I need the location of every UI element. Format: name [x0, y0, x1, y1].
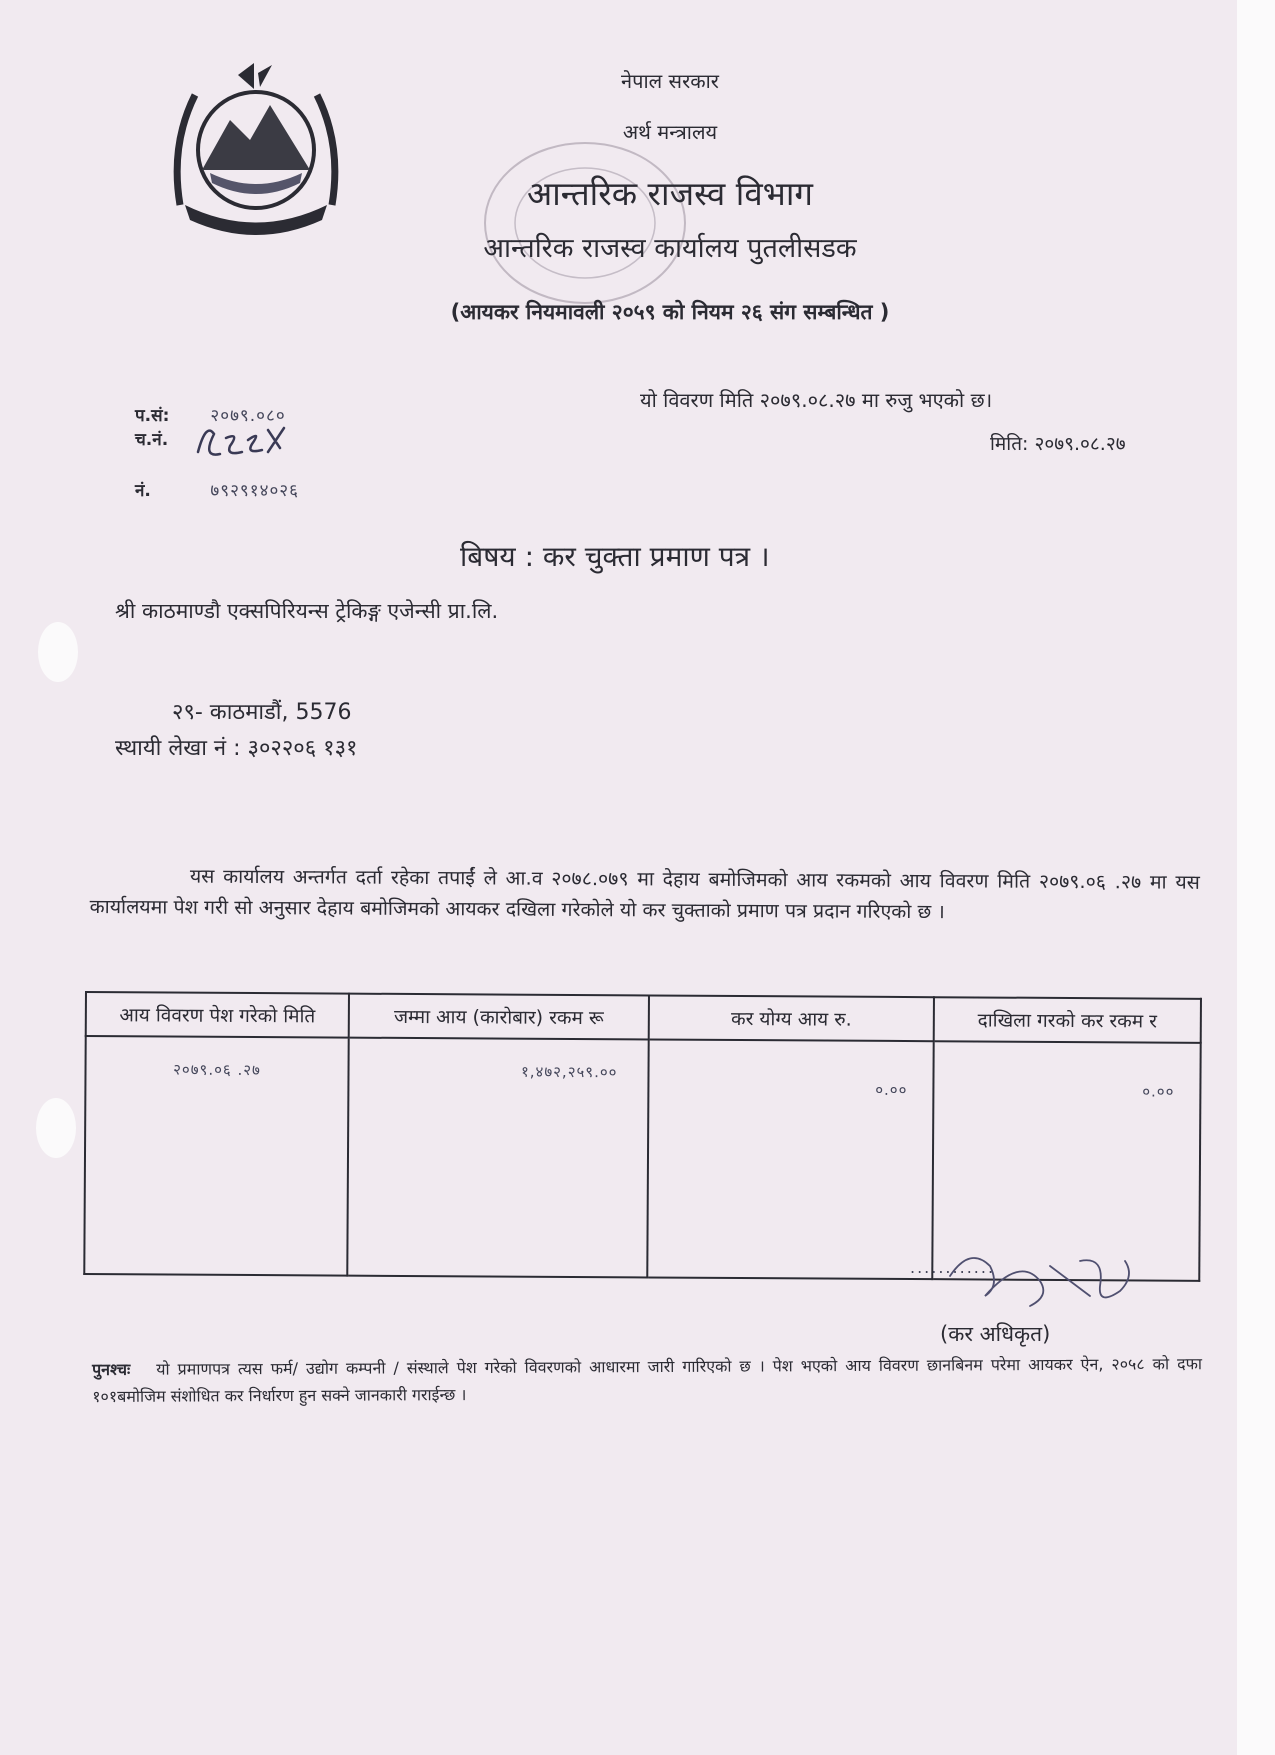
- col-header-tax-paid: दाखिला गरको कर रकम र: [934, 997, 1201, 1043]
- col-header-taxable-income: कर योग्य आय रु.: [649, 995, 934, 1041]
- cell-taxable-income: ०.००: [647, 1039, 933, 1279]
- ref-na-label: नं.: [135, 481, 151, 501]
- cell-filing-date: २०७९.०६ .२७: [84, 1036, 348, 1276]
- scan-margin: [1237, 0, 1275, 1755]
- nepal-government-emblem-icon: [150, 55, 362, 235]
- postscript-note: [92, 1350, 1202, 1410]
- addressee: श्री काठमाण्डौ एक्सपिरियन्स ट्रेकिङ्ग एजेन्सी प्रा.लि.: [115, 599, 499, 623]
- address-line: २९- काठमाडौं, 5576: [172, 700, 352, 725]
- signature-line: ............: [910, 1258, 996, 1277]
- postscript-label: पुनश्चः: [92, 1359, 131, 1379]
- office-name: आन्तरिक राजस्व कार्यालय पुतलीसडक: [483, 233, 857, 264]
- punch-hole-top: [38, 622, 78, 682]
- ministry-name: अर्थ मन्त्रालय: [622, 120, 718, 144]
- ref-cha-na-label: च.नं.: [135, 430, 169, 450]
- office-stamp-icon: [470, 128, 700, 313]
- col-header-total-income: जम्मा आय (कारोबार) रकम रू: [349, 994, 649, 1040]
- rule-reference: (आयकर नियमावली २०५९ को नियम २६ संग सम्बन्धित ): [450, 300, 890, 324]
- ref-na: [135, 478, 299, 501]
- verification-note: यो विवरण मिति २०७९.०८.२७ मा रुजु भएको छ।: [640, 388, 993, 412]
- letter-subject: बिषय : कर चुक्ता प्रमाण पत्र ।: [460, 540, 770, 573]
- col-header-filing-date: आय विवरण पेश गरेको मिति: [86, 992, 349, 1038]
- cell-total-income: १,४७२,२५९.००: [347, 1038, 648, 1278]
- handwritten-signature: [930, 1236, 1140, 1326]
- certificate-body: यस कार्यालय अन्तर्गत दर्ता रहेका तपाईं ले आ.व २०७८.०७९ मा देहाय बमोजिमको आय रकमको आय विवरण मिति २०७९.०६ .२७ मा यस कार्यालयमा पेश गरी सो अनुसार देहाय बमोजिमको आयकर दखिला गरेकोले यो कर चुक्ताको प्रमाण पत्र प्रदान गरिएको छ ।: [89, 864, 1200, 924]
- pan-number-line: स्थायी लेखा नं : ३०२२०६ १३१: [115, 736, 358, 761]
- ref-pa-san-label: प.सं:: [135, 406, 170, 426]
- government-name: नेपाल सरकार: [621, 69, 719, 93]
- issue-date: मिति: २०७९.०८.२७: [990, 433, 1126, 455]
- department-name: आन्तरिक राजस्व विभाग: [526, 174, 813, 213]
- punch-hole-bottom: [36, 1098, 76, 1158]
- cell-tax-paid: ०.००: [932, 1041, 1200, 1281]
- signatory-title: (कर अधिकृत): [940, 1322, 1051, 1346]
- handwritten-cha-na-value: [192, 418, 292, 462]
- ref-na-value: ७९२९१४०२६: [210, 481, 299, 501]
- table-header-row: [86, 992, 1201, 1043]
- ref-pa-san-value: २०७९.०८०: [210, 406, 286, 426]
- postscript-text: यो प्रमाणपत्र त्यस फर्म/ उद्योग कम्पनी / संस्थाले पेश गरेको विवरणको आधारमा जारी गारिएको छ । पेश भएको आय विवरण छानबिनम परेमा आयकर ऐन, २०५८ को दफा १०१बमोजिम संशोधित कर निर्धारण हुन सक्ने जानकारी गराईन्छ ।: [92, 1354, 1203, 1406]
